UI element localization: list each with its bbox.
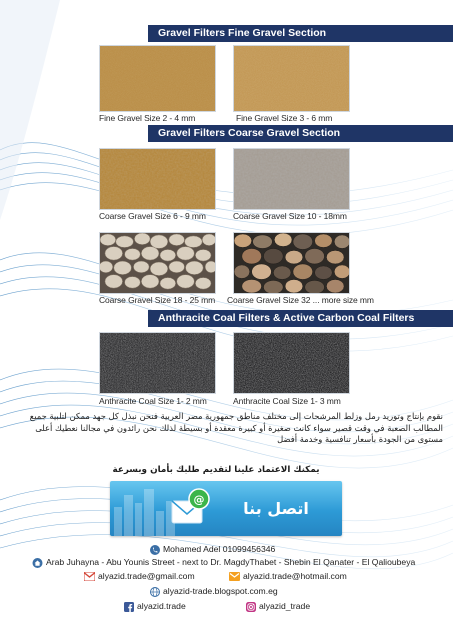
arabic-description: نقوم بإنتاج وتوريد رمل وزلط المرشحات إلى مختلف مناطق جمهورية مصر العربية فنحن نبذل كل جهد ممكن لتلبية جميع المطالب الصعبة في وقت قصير سواء كانت صغيرة أو كبيرة معقدة أو بسيطة لذلك نحن رائدون في مجالنا نعطيك أعلى مستوى من الجودة بأسعار تنافسية وخدمة أفضل xyxy=(29,411,443,444)
fine-gravel-2-4-image xyxy=(99,45,216,112)
instagram-icon xyxy=(246,602,256,612)
anthracite-coal-1-3-image xyxy=(233,332,350,394)
instagram-text[interactable]: alyazid_trade xyxy=(259,601,311,611)
coarse-gravel-18-25-image xyxy=(99,232,216,294)
phone-text: Mohamed Adel 01099456346 xyxy=(163,544,276,554)
caption-coarse-4: Coarse Gravel Size 32 ... more size mm xyxy=(227,295,374,305)
caption-coarse-3: Coarse Gravel Size 18 - 25 mm xyxy=(99,295,216,305)
hotmail-text[interactable]: alyazid.trade@hotmail.com xyxy=(243,571,347,581)
gmail-line[interactable] xyxy=(84,571,195,581)
caption-fine-2: Fine Gravel Size 3 - 6 mm xyxy=(236,113,333,123)
anthracite-coal-1-2-image xyxy=(99,332,216,394)
contact-us-label: اتصل بنا xyxy=(243,499,309,518)
coarse-gravel-6-9-image xyxy=(99,148,216,210)
phone-line xyxy=(150,544,275,555)
svg-text:@: @ xyxy=(193,493,205,506)
arabic-cta-line: يمكنك الاعتماد علينا لتقديم طلبك بأمان وبسرعة xyxy=(112,465,320,475)
caption-fine-1: Fine Gravel Size 2 - 4 mm xyxy=(99,113,196,123)
caption-coarse-2: Coarse Gravel Size 10 - 18mm xyxy=(233,211,347,221)
caption-coarse-1: Coarse Gravel Size 6 - 9 mm xyxy=(99,211,206,221)
address-line xyxy=(32,557,415,568)
address-text: Arab Juhayna - Abu Younis Street - next to Dr. MagdyThabet - Shebin El Qanater - El Qalioubeya xyxy=(46,557,416,567)
coarse-gravel-10-18-image xyxy=(233,148,350,210)
home-icon xyxy=(32,558,43,568)
phone-icon xyxy=(150,545,160,555)
email-envelope-icon xyxy=(170,487,210,529)
fine-gravel-3-6-image xyxy=(233,45,350,112)
section-header-coal: Anthracite Coal Filters & Active Carbon Coal Filters xyxy=(148,310,453,327)
coarse-gravel-32-image xyxy=(233,232,350,294)
gmail-text[interactable]: alyazid.trade@gmail.com xyxy=(98,571,195,581)
hotmail-icon xyxy=(229,572,240,581)
globe-icon xyxy=(150,587,160,597)
section-header-fine: Gravel Filters Fine Gravel Section xyxy=(148,25,453,42)
instagram-line[interactable] xyxy=(246,601,310,612)
blog-line[interactable] xyxy=(150,586,278,597)
blog-text[interactable]: alyazid-trade.blogspot.com.eg xyxy=(163,586,278,596)
caption-coal-2: Anthracite Coal Size 1- 3 mm xyxy=(233,396,341,406)
contact-us-button[interactable] xyxy=(110,481,342,536)
caption-coal-1: Anthracite Coal Size 1- 2 mm xyxy=(99,396,207,406)
hotmail-line[interactable] xyxy=(229,571,347,581)
facebook-text[interactable]: alyazid.trade xyxy=(137,601,186,611)
facebook-icon xyxy=(124,602,134,612)
gmail-icon xyxy=(84,572,95,581)
facebook-line[interactable] xyxy=(124,601,186,612)
section-header-coarse: Gravel Filters Coarse Gravel Section xyxy=(148,125,453,142)
